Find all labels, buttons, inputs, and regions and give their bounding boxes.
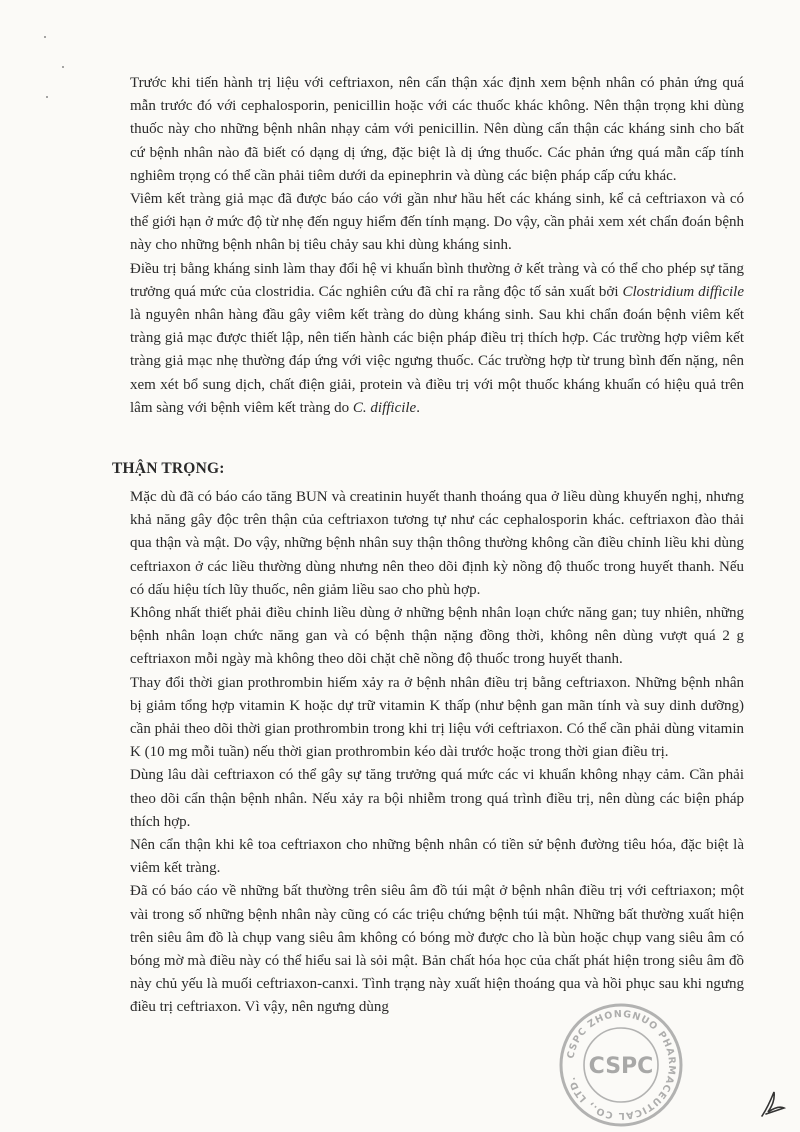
paragraph-overgrowth: Dùng lâu dài ceftriaxon có thể gây sự tăng trưởng quá mức các vi khuẩn không nhạy cảm. Cần phải theo dõi cẩn thận bệnh nhân. Nếu xảy ra bội nhiễm trong quá trình điều trị, nên dùng các biện pháp thích hợp.: [130, 767, 744, 830]
paragraph-prothrombin: Thay đổi thời gian prothrombin hiếm xảy ra ở bệnh nhân điều trị bằng ceftriaxon. Những bệnh nhân bị giảm tổng hợp vitamin K hoặc dự trữ vitamin K thấp (như bệnh gan mãn tính và suy dinh dưỡng) cần phải theo dõi thời gian prothrombin trong khi trị liệu với ceftriaxon. Có thể cần phải dùng vitamin K (10 mg mỗi tuần) nếu thời gian prothrombin kéo dài trước hoặc trong thời gian điều trị.: [130, 674, 744, 761]
species-name: Clostridium difficile: [622, 283, 744, 300]
company-seal-stamp: [556, 1000, 686, 1130]
paragraph-gallbladder: Đã có báo cáo về những bất thường trên siêu âm đồ túi mật ở bệnh nhân điều trị với ceftriaxon; một vài trong số những bệnh nhân này cũng có các triệu chứng bệnh túi mật. Những bất thường xuất hiện trên siêu âm đồ là chụp vang siêu âm không có bóng mờ được cho là bùn hoặc chụp vang siêu âm có bóng mờ mà điều này có thể hiểu sai là sỏi mật. Bản chất hóa học của chất phát hiện trong siêu âm đồ này chủ yếu là muối ceftriaxon-canxi. Tình trạng này xuất hiện thoáng qua và hồi phục sau khi ngưng điều trị ceftriaxon. Vì vậy, nên ngưng dùng: [130, 883, 744, 1016]
paragraph-clostridia: Điều trị bằng kháng sinh làm thay đổi hệ vi khuẩn bình thường ở kết tràng và có thể cho phép sự tăng trưởng quá mức của clostridia. Các nghiên cứu đã chỉ ra rằng độc tố sản xuất bởi Clostridium difficile là nguyên nhân hàng đầu gây viêm kết tràng do dùng kháng sinh. Sau khi chẩn đoán bệnh viêm kết tràng giả mạc được thiết lập, nên tiến hành các biện pháp điều trị thích hợp. Các trường hợp viêm kết tràng giả mạc nhẹ thường đáp ứng với việc ngưng thuốc. Các trường hợp từ trung bình đến nặng, nên xem xét bổ sung dịch, chất điện giải, protein và điều trị với một thuốc kháng khuẩn có hiệu quả trên lâm sàng với bệnh viêm kết tràng do C. difficile.: [130, 260, 744, 416]
paragraph-gastrointestinal: Nên cẩn thận khi kê toa ceftriaxon cho những bệnh nhân có tiền sử bệnh đường tiêu hóa, đặc biệt là viêm kết tràng.: [130, 837, 744, 877]
scan-speck: [44, 36, 46, 38]
species-name-short: C. difficile: [352, 399, 417, 416]
paragraph-hypersensitivity: Trước khi tiến hành trị liệu với ceftriaxon, nên cẩn thận xác định xem bệnh nhân có phản ứng quá mẫn trước đó với cephalosporin, penicillin hoặc với các thuốc khác không. Nên thận trọng khi dùng thuốc này cho những bệnh nhân nhạy cảm với penicillin. Nên dùng cẩn thận các kháng sinh cho bất cứ bệnh nhân nào đã biết có dạng dị ứng, đặc biệt là dị ứng thuốc. Các phản ứng quá mẫn cấp tính nghiêm trọng có thể cần phải tiêm dưới da epinephrin và dùng các biện pháp cấp cứu khác.: [130, 75, 744, 184]
section-heading: THẬN TRỌNG:: [112, 460, 225, 477]
stamp-center-text: CSPC: [588, 1054, 654, 1079]
body-precautions: [130, 486, 744, 1020]
handwritten-signature: [752, 1082, 792, 1122]
scan-speck: [62, 66, 64, 68]
stamp-ring-text: CSPC ZHONGNUO PHARMACEUTICAL CO., LTD.: [565, 1008, 678, 1122]
scan-speck: [46, 96, 48, 98]
body-top: [130, 72, 744, 420]
paragraph-renal: Mặc dù đã có báo cáo tăng BUN và creatinin huyết thanh thoáng qua ở liều dùng khuyến nghị, nhưng khả năng gây độc trên thận của ceftriaxon tương tự như các cephalosporin khác. ceftriaxon đào thải qua thận và mật. Do vậy, những bệnh nhân suy thận thông thường không cần điều chỉnh liều khi dùng ceftriaxon ở các liều thường dùng nhưng nên theo dõi định kỳ nồng độ thuốc trong huyết thanh. Nếu có dấu hiệu tích lũy thuốc, nên giảm liều sao cho phù hợp.: [130, 489, 744, 598]
paragraph-hepatic: Không nhất thiết phải điều chỉnh liều dùng ở những bệnh nhân loạn chức năng gan; tuy nhiên, những bệnh nhân loạn chức năng gan và có bệnh thận nặng đồng thời, không nên dùng vượt quá 2 g ceftriaxon mỗi ngày mà không theo dõi chặt chẽ nồng độ thuốc trong huyết thanh.: [130, 605, 744, 668]
paragraph-pseudomembranous-colitis: Viêm kết tràng giả mạc đã được báo cáo với gần như hầu hết các kháng sinh, kể cả ceftriaxon và có thể giới hạn ở mức độ từ nhẹ đến nguy hiểm đến tính mạng. Do vậy, cần phải xem xét chẩn đoán bệnh này cho những bệnh nhân bị tiêu chảy sau khi dùng kháng sinh.: [130, 191, 744, 254]
